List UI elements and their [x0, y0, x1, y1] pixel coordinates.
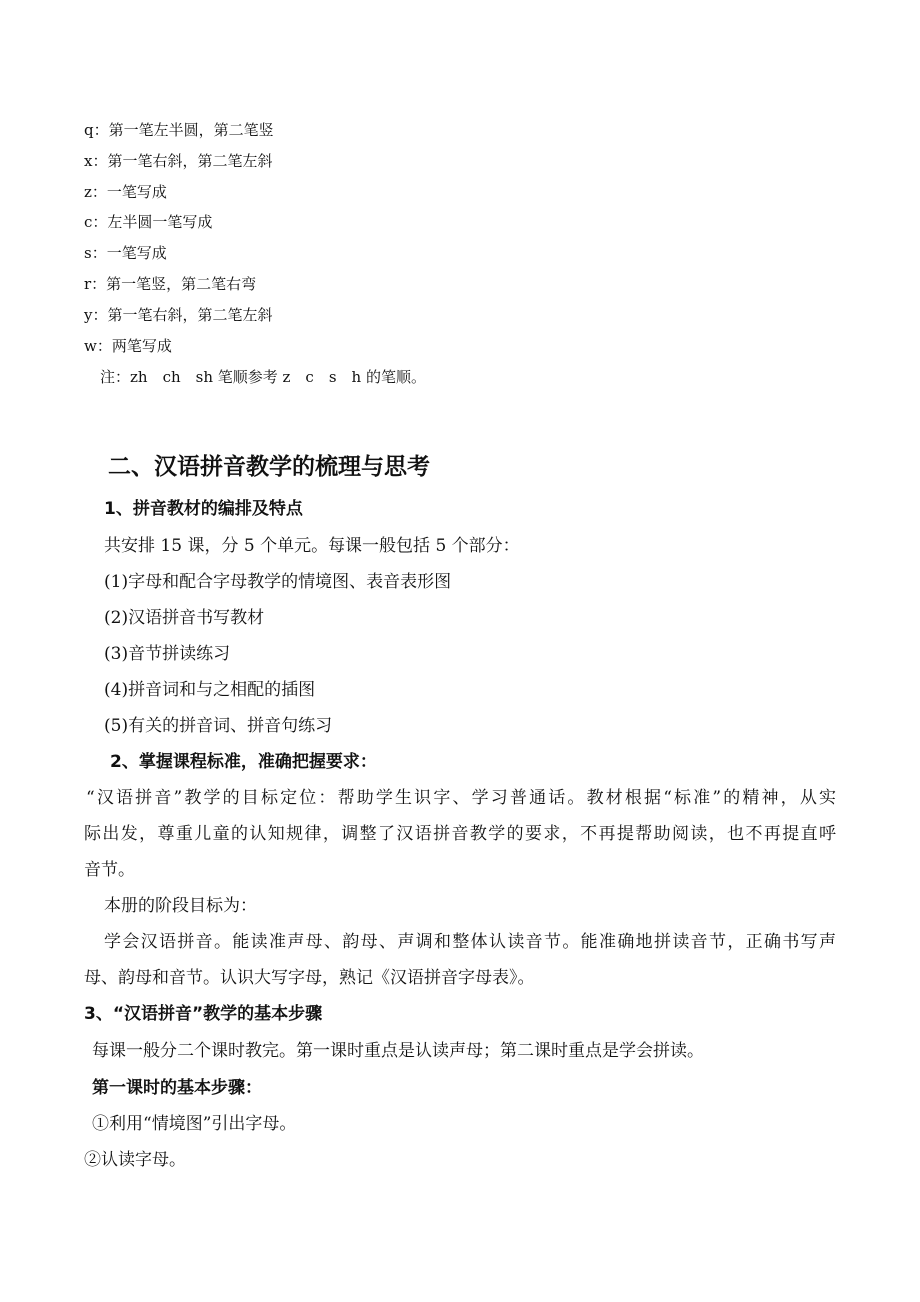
list-item: (3)音节拼读练习 — [104, 644, 231, 664]
paragraph-line: 音节。 — [84, 860, 135, 880]
paragraph-line: 学会汉语拼音。能读准声母、韵母、声调和整体认读音节。能准确地拼读音节，正确书写声 — [104, 932, 836, 952]
stroke-item-r: r：第一笔竖，第二笔右弯 — [84, 275, 257, 293]
list-item: (5)有关的拼音词、拼音句练习 — [104, 716, 333, 736]
stage-goal-label: 本册的阶段目标为： — [104, 896, 257, 916]
subsection-2-heading: 2、掌握课程标准，准确把握要求： — [110, 752, 377, 772]
stroke-item-s: s：一笔写成 — [84, 244, 167, 262]
list-item: (4)拼音词和与之相配的插图 — [104, 680, 316, 700]
list-item: (2)汉语拼音书写教材 — [104, 608, 265, 628]
stroke-item-y: y：第一笔右斜，第二笔左斜 — [84, 306, 273, 324]
subsection-3-heading: 3、“汉语拼音”教学的基本步骤 — [84, 1004, 323, 1024]
stroke-item-x: x：第一笔右斜，第二笔左斜 — [84, 152, 273, 170]
paragraph-line: 际出发，尊重儿童的认知规律，调整了汉语拼音教学的要求，不再提帮助阅读，也不再提直呼 — [84, 824, 836, 844]
subsection-3-paragraph: 每课一般分二个课时教完。第一课时重点是认读声母；第二课时重点是学会拼读。 — [92, 1041, 704, 1061]
stroke-item-c: c：左半圆一笔写成 — [84, 213, 213, 231]
subsection-1-heading: 1、拼音教材的编排及特点 — [104, 499, 303, 519]
subsection-1-intro: 共安排 15 课，分 5 个单元。每课一般包括 5 个部分： — [104, 536, 520, 556]
stroke-item-z: z：一笔写成 — [84, 183, 167, 201]
section-title: 二、汉语拼音教学的梳理与思考 — [108, 454, 430, 480]
step-item: ①利用“情境图”引出字母。 — [92, 1114, 297, 1134]
paragraph-line: “汉语拼音”教学的目标定位：帮助学生识字、学习普通话。教材根据“标准”的精神，从实 — [86, 788, 836, 808]
first-lesson-heading: 第一课时的基本步骤： — [92, 1078, 262, 1098]
paragraph-line: 母、韵母和音节。认识大写字母，熟记《汉语拼音字母表》。 — [84, 968, 535, 988]
stroke-item-w: w：两笔写成 — [84, 337, 172, 355]
stroke-note: 注：zh ch sh 笔顺参考 z c s h 的笔顺。 — [100, 368, 426, 386]
stroke-item-q: q：第一笔左半圆，第二笔竖 — [84, 121, 274, 139]
step-item: ②认读字母。 — [84, 1150, 186, 1170]
list-item: (1)字母和配合字母教学的情境图、表音表形图 — [104, 572, 452, 592]
